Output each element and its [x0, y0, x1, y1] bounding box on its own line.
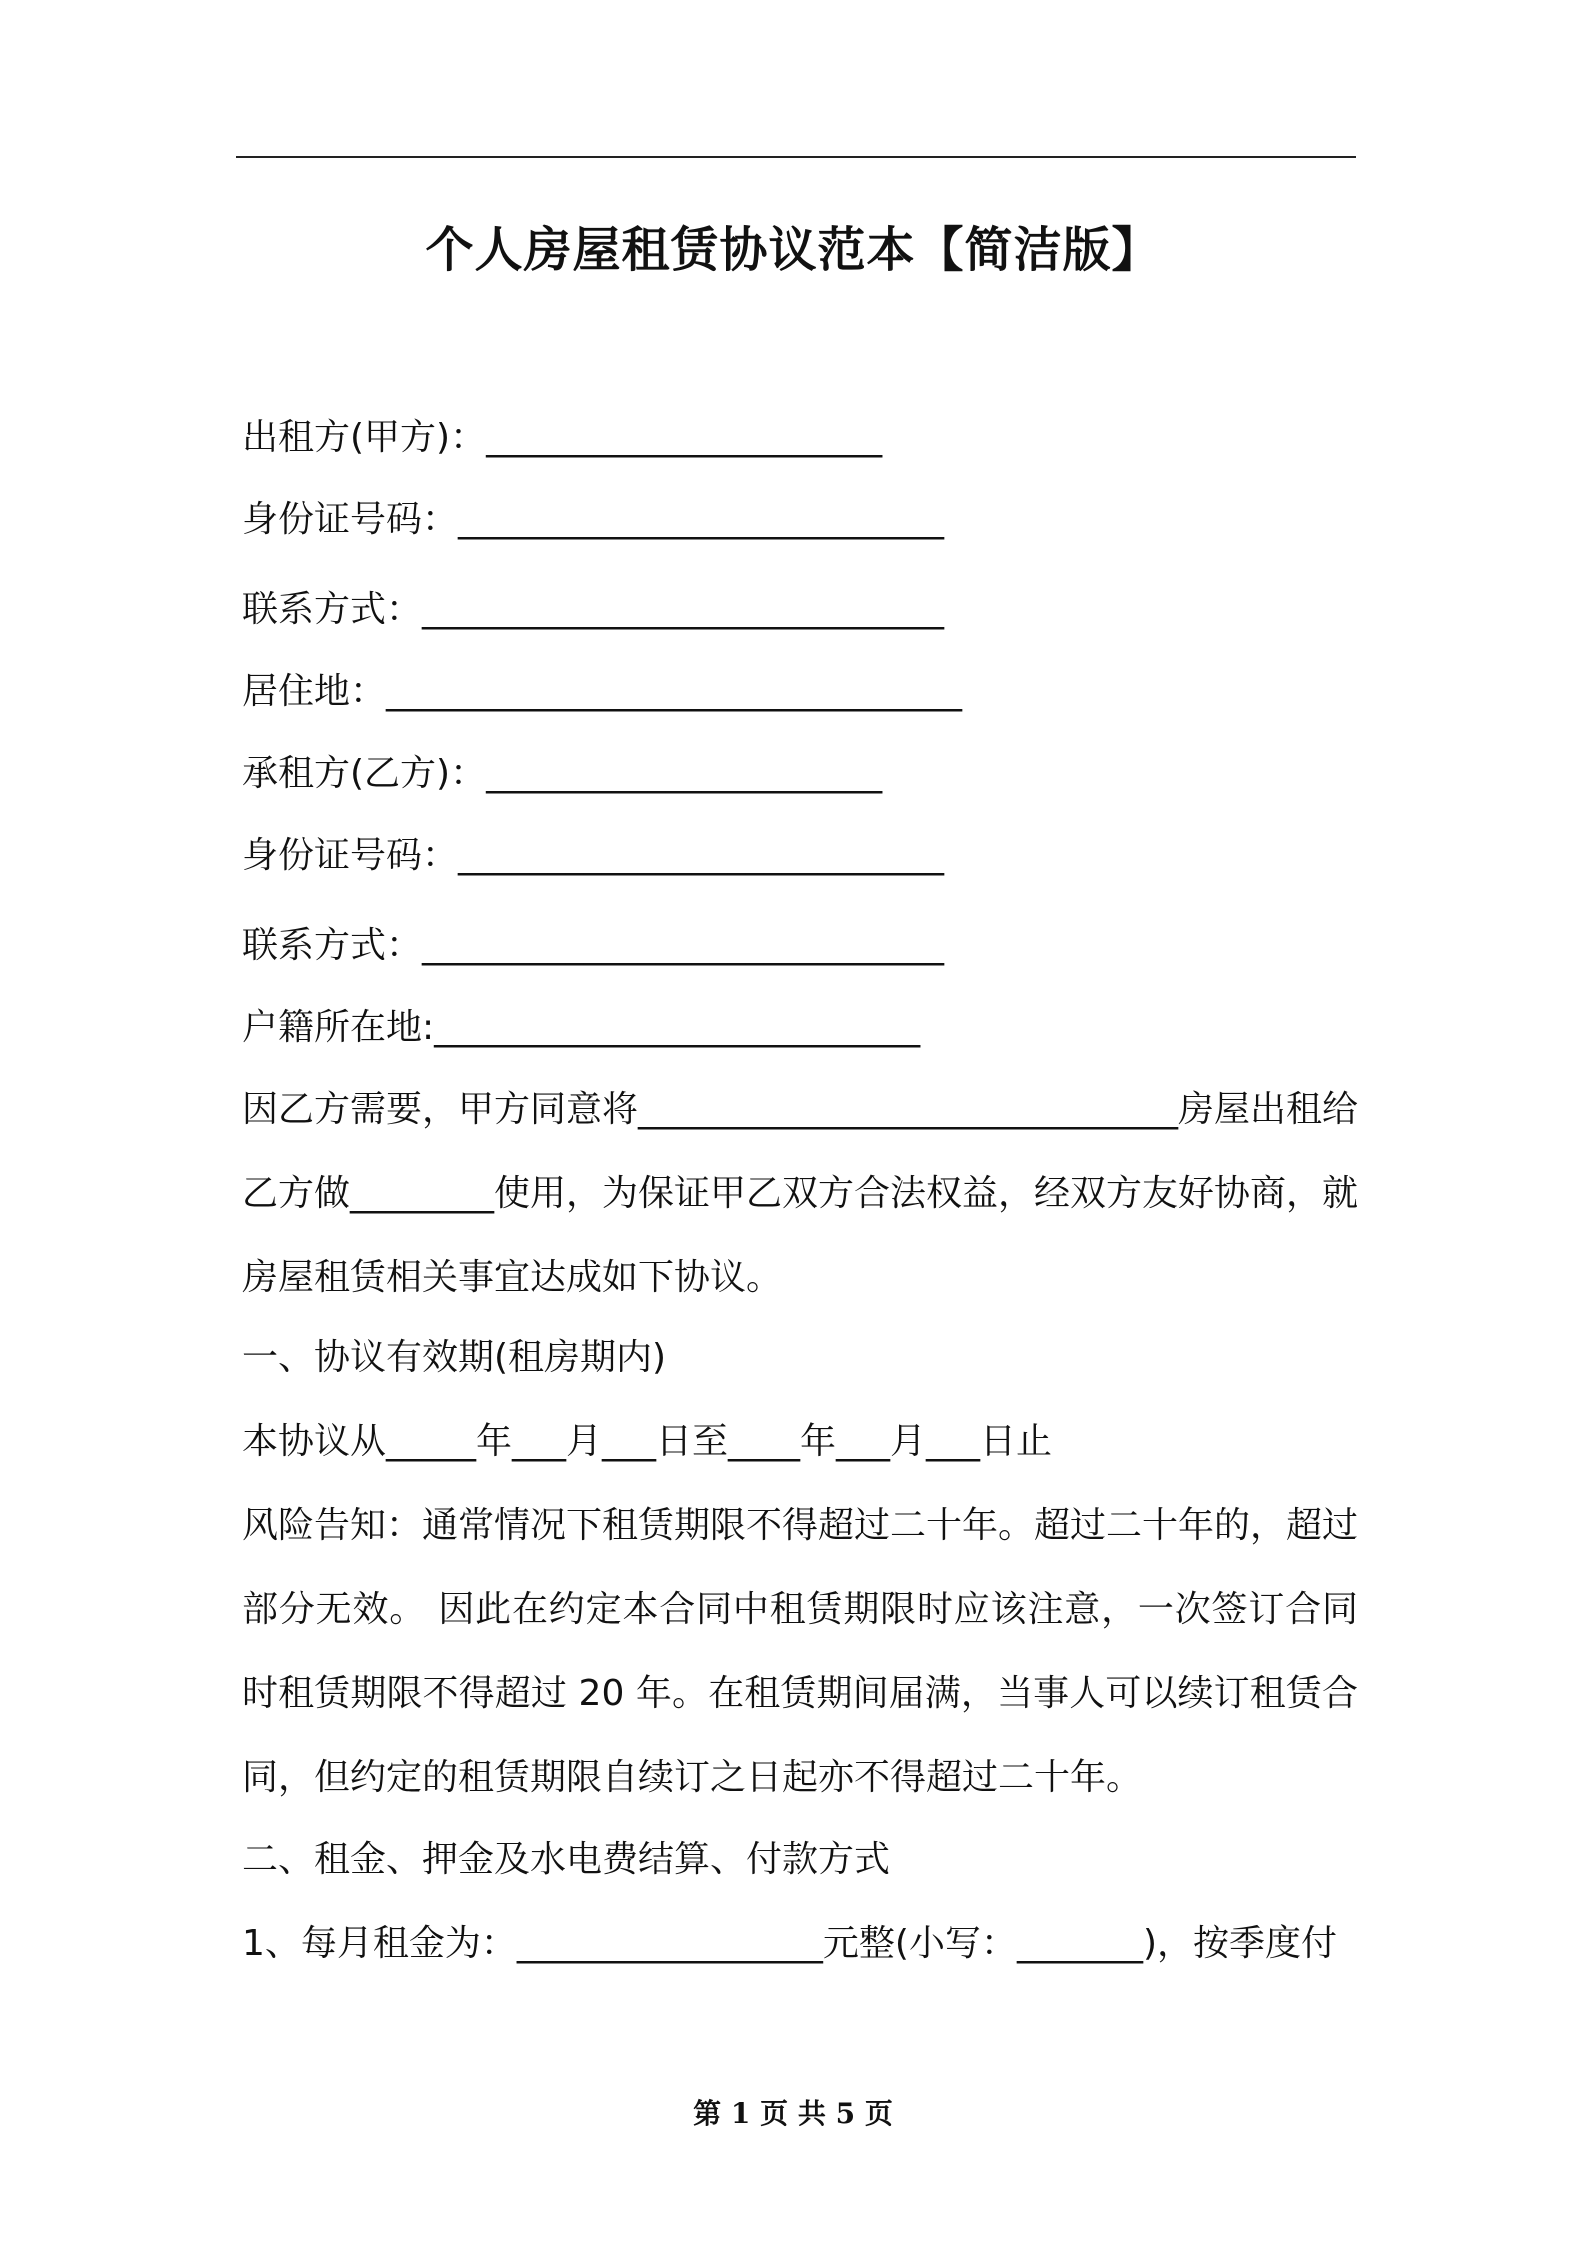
lessor-contact-field: 联系方式：_____________________________	[242, 589, 945, 630]
lessor-id-field: 身份证号码：___________________________	[242, 499, 945, 540]
lessee-household-field: 户籍所在地:___________________________	[242, 1007, 921, 1048]
section2-item1: 1、每月租金为：_________________元整(小写：_______)，按季度付	[242, 1923, 1337, 1964]
intro-paragraph: 因乙方需要，甲方同意将______________________________房屋出租给乙方做________使用，为保证甲乙双方合法权益，经双方友好协商，就房屋租赁相关事宜达成如下协议。	[242, 1089, 1359, 1298]
lessee-contact-field: 联系方式：_____________________________	[242, 925, 945, 966]
page-indicator: 第 1 页 共 5 页	[693, 2097, 893, 2130]
section1-heading: 一、协议有效期(租房期内)	[242, 1337, 667, 1378]
header-rule	[236, 156, 1356, 158]
lessee-name-field: 承租方(乙方)：______________________	[242, 753, 883, 794]
risk-notice-paragraph: 风险告知：通常情况下租赁期限不得超过二十年。超过二十年的，超过部分无效。 因此在约定本合同中租赁期限时应该注意，一次签订合同时租赁期限不得超过 20 年。在租赁期间届满，当事人可以续订租赁合同，但约定的租赁期限自续订之日起亦不得超过二十年。	[242, 1505, 1359, 1798]
lessor-residence-field: 居住地：________________________________	[242, 671, 963, 712]
lessor-name-field: 出租方(甲方)：______________________	[242, 417, 883, 458]
lessee-id-field: 身份证号码：___________________________	[242, 835, 945, 876]
section2-heading: 二、租金、押金及水电费结算、付款方式	[242, 1839, 891, 1880]
section1-term: 本协议从_____年___月___日至____年___月___日止	[242, 1421, 1053, 1462]
document-title: 个人房屋租赁协议范本【简洁版】	[425, 222, 1161, 278]
